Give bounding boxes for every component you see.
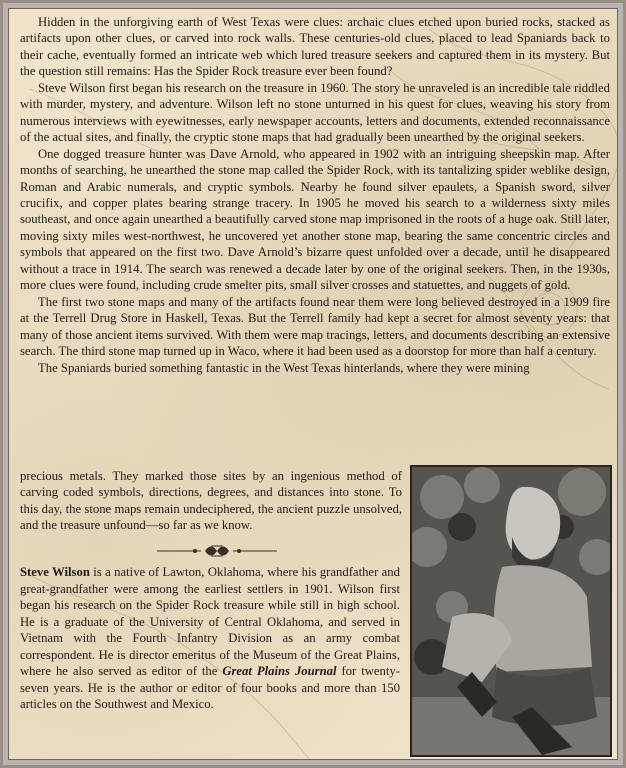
paragraph-wilson-research: Steve Wilson first began his research on the treasure in 1960. The story he unraveled is an incredible tale riddled with murder, mystery, and adventure. Wilson left no stone unturned in his quest for clues, weaving his story from numerous interviews with eyewitnesses, early newspaper accounts, letters and documents, extended reconnaissance of the actual sites, and finally, the cryptic stone maps that had gradually been unearthed by the original seekers. [20, 80, 610, 145]
bio-text-2: for twenty-seven years. He is the author or editor of four books and more than 150 articles on the Southwest and Mexico. [20, 664, 400, 711]
author-name: Steve Wilson [20, 565, 90, 579]
paragraph-spaniards-top: The Spaniards buried something fantastic in the West Texas hinterlands, where they were mining [38, 360, 530, 375]
decorative-divider-icon [157, 543, 277, 559]
journal-title: Great Plains Journal [222, 664, 337, 678]
article-body [20, 14, 610, 376]
author-bio [20, 564, 400, 713]
paragraph-intro: Hidden in the unforgiving earth of West Texas were clues: archaic clues etched upon buried rocks, stacked as artifacts upon other clues, or carved into rock walls. These centuries-old clues, placed to lead Spaniards back to their cache, eventually formed an intricate web which lured treasure seekers and captured them in its mystery. But the question still remains: Has the Spider Rock treasure ever been found? [20, 15, 610, 79]
paragraph-spaniards-continued: precious metals. They marked those sites by an ingenious method of carving coded symbols, directions, degrees, and distances into stone. To this day, the stone maps remain undeciphered, the ancient puzzle unsolved, and the treasure unfound—so far as we know. [20, 469, 402, 533]
bio-text-1: is a native of Lawton, Oklahoma, where his grandfather and great-grandfather were among the earliest settlers in 1901. Wilson first began his research on the Spider Rock treasure while still in high school. He is a graduate of the University of Central Oklahoma, and served in Vietnam with the Fourth Infantry Division as an army combat correspondent. He is director emeritus of the Museum of the Great Plains, where he also served as editor of the [20, 565, 400, 678]
paragraph-stone-maps: The first two stone maps and many of the artifacts found near them were long believed destroyed in a 1909 fire at the Terrell Drug Store in Haskell, Texas. But the Terrell family had kept a secret for almost seventy years: that many of those ancient items survived. With them were map tracings, letters, and documents describing an extensive search. The third stone map turned up in Waco, where it had been used as a doorstop for more than half a century. [20, 294, 610, 359]
page-paper [8, 8, 618, 760]
paragraph-dave-arnold: One dogged treasure hunter was Dave Arnold, who appeared in 1902 with an intriguing sheepskin map. After months of searching, he unearthed the stone map called the Spider Rock, with its tantalizing spider weblike design, Roman and Arabic numerals, and cryptic symbols. Nearby he found silver epaulets, a Spanish sword, silver crucifix, and copper plates bearing strange tracery. In 1905 he moved his search to a wilderness sixty miles southeast, and once again unearthed a beautifully carved stone map imprisoned in the roots of a huge oak. Still later, moving sixty miles west-northwest, he uncovered yet another stone map, bearing the same concentric circles and symbols that appeared on the first two. Dave Arnold’s bizarre quest unfolded over a decade, until he disappeared without a trace in 1914. The search was renewed a decade later by one of the original seekers. Then, in the 1930s, more clues were found, including crude smelter pits, small silver crosses and statuettes, and nuggets of gold. [20, 146, 610, 293]
author-photo [410, 465, 612, 757]
author-photo-illustration [412, 467, 610, 755]
